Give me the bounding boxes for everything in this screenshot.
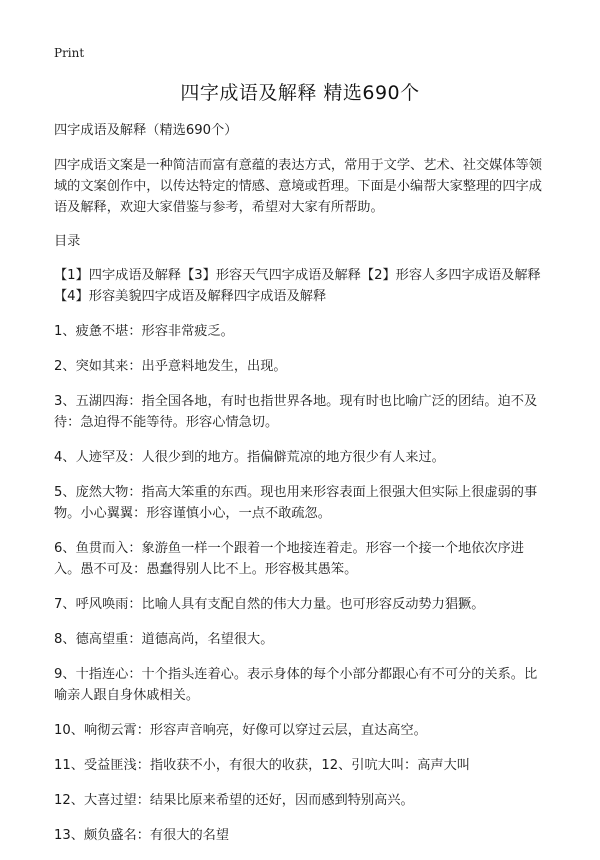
- page-title: 四字成语及解释 精选690个: [180, 82, 420, 104]
- list-item: 2、突如其来：出乎意料地发生，出现。: [54, 359, 287, 374]
- list-item: 3、五湖四海：指全国各地，有时也指世界各地。现有时也比喻广泛的团结。迫不及待：急迫得不能等待。形容心情急切。: [54, 394, 538, 430]
- intro-paragraph: 四字成语文案是一种简洁而富有意蕴的表达方式，常用于文学、艺术、社交媒体等领域的文案创作中，以传达特定的情感、意境或哲理。下面是小编帮大家整理的四字成语及解释，欢迎大家借鉴与参考，希望对大家有所帮助。: [54, 158, 542, 215]
- document-subtitle: 四字成语及解释（精选690个）: [54, 123, 238, 138]
- list-item: 10、响彻云霄：形容声音响亮，好像可以穿过云层，直达高空。: [54, 723, 427, 738]
- list-item: 1、疲惫不堪：形容非常疲乏。: [54, 324, 234, 339]
- list-item: 7、呼风唤雨：比喻人具有支配自然的伟大力量。也可形容反动势力猖獗。: [54, 597, 485, 612]
- document-body: [54, 120, 548, 860]
- table-of-contents: 【1】四字成语及解释【3】形容天气四字成语及解释【2】形容人多四字成语及解释【4】形容美貌四字成语及解释四字成语及解释: [54, 268, 541, 304]
- list-item: 8、德高望重：道德高尚，名望很大。: [54, 632, 274, 647]
- list-item: 12、大喜过望：结果比原来希望的还好，因而感到特别高兴。: [54, 793, 414, 808]
- print-label: Print: [54, 46, 85, 60]
- list-item: 9、十指连心：十个指头连着心。表示身体的每个小部分都跟心有不可分的关系。比喻亲人跟自身休戚相关。: [54, 667, 538, 703]
- list-item: 13、颇负盛名：有很大的名望: [54, 828, 230, 843]
- toc-heading: 目录: [54, 234, 81, 249]
- list-item: 5、庞然大物：指高大笨重的东西。现也用来形容表面上很强大但实际上很虚弱的事物。小心翼翼：形容谨慎小心，一点不敢疏忽。: [54, 485, 538, 521]
- list-item: 6、鱼贯而入：象游鱼一样一个跟着一个地接连着走。形容一个接一个地依次序进入。愚不可及：愚蠢得别人比不上。形容极其愚笨。: [54, 541, 524, 577]
- list-item: 4、人迹罕及：人很少到的地方。指偏僻荒凉的地方很少有人来过。: [54, 450, 445, 465]
- list-item: 11、受益匪浅：指收获不小，有很大的收获，12、引吭大叫：高声大叫: [54, 758, 470, 773]
